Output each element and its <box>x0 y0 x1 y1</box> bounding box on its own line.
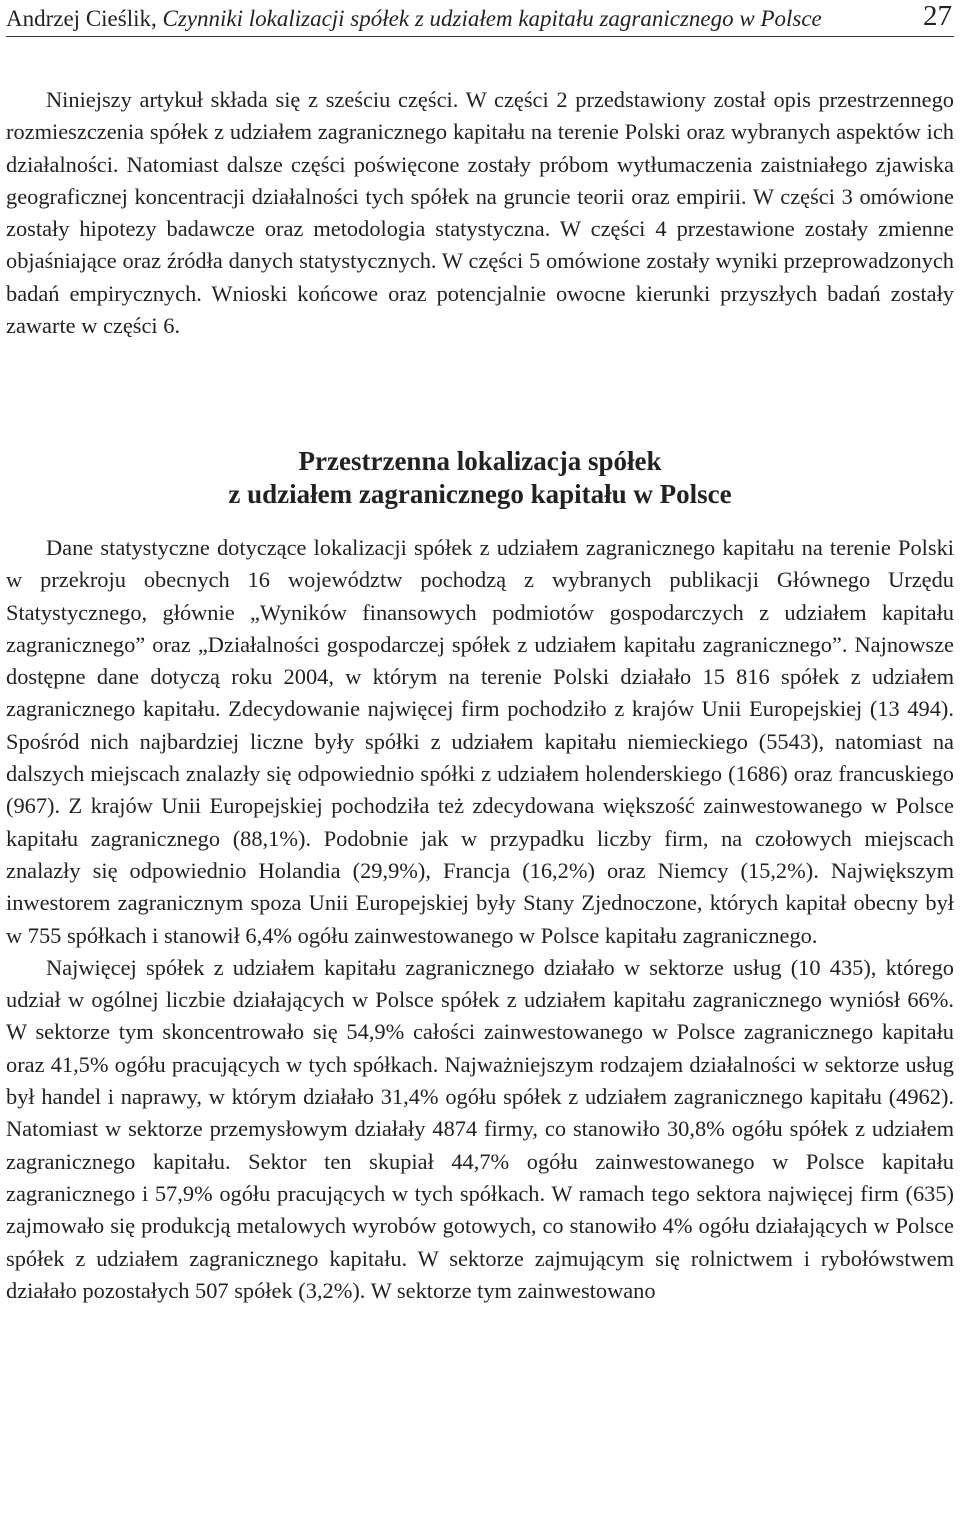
section-heading-line-2: z udziałem zagranicznego kapitału w Polsce <box>228 479 732 509</box>
running-head-author: Andrzej Cieślik, <box>6 6 157 31</box>
running-head-title: Czynniki lokalizacji spółek z udziałem kapitału zagranicznego w Polsce <box>162 6 822 31</box>
section-paragraph-2: Najwięcej spółek z udziałem kapitału zagranicznego działało w sektorze usług (10 435), którego udział w ogólnej liczbie działających w Polsce spółek z udziałem kapitału zagranicznego wyniósł 66%. W sektorze tym skoncentrowało się 54,9% całości zainwestowanego w Polsce zagranicznego kapitału oraz 41,5% ogółu pracujących w tych spółkach. Najważniejszym rodzajem działalności w sektorze usług był handel i naprawy, w którym działało 31,4% ogółu spółek z udziałem zagranicznego kapitału (4962). Natomiast w sektorze przemysłowym działały 4874 firmy, co stanowiło 30,8% ogółu spółek z udziałem zagranicznego kapitału. Sektor ten skupiał 44,7% ogółu zainwestowanego w Polsce kapitału zagranicznego i 57,9% ogółu pracujących w tych spółkach. W ramach tego sektora najwięcej firm (635) zajmowało się produkcją metalowych wyrobów gotowych, co stanowiło 4% ogółu działających w Polsce spółek z udziałem zagranicznego kapitału. W sektorze zajmującym się rolnictwem i rybołówstwem działało pozostałych 507 spółek (3,2%). W sektorze tym zainwestowano <box>6 954 954 1303</box>
running-head <box>6 0 954 37</box>
section-heading <box>0 445 960 511</box>
section-body <box>6 532 954 1307</box>
section-paragraph-1: Dane statystyczne dotyczące lokalizacji spółek z udziałem zagranicznego kapitału na terenie Polski w przekroju obecnych 16 województw pochodzą z wybranych publikacji Głównego Urzędu Statystycznego, głównie „Wyników finansowych podmiotów gospodarczych z udziałem kapitału zagranicznego” oraz „Działalności gospodarczej spółek z udziałem kapitału zagranicznego”. Najnowsze dostępne dane dotyczą roku 2004, w którym na terenie Polski działało 15 816 spółek z udziałem zagranicznego kapitału. Zdecydowanie najwięcej firm pochodziło z krajów Unii Europejskiej (13 494). Spośród nich najbardziej liczne były spółki z udziałem kapitału niemieckiego (5543), natomiast na dalszych miejscach znalazły się odpowiednio spółki z udziałem holenderskiego (1686) oraz francuskiego (967). Z krajów Unii Europejskiej pochodziła też zdecydowana większość zainwestowanego w Polsce kapitału zagranicznego (88,1%). Podobnie jak w przypadku liczby firm, na czołowych miejscach znalazły się odpowiednio Holandia (29,9%), Francja (16,2%) oraz Niemcy (15,2%). Największym inwestorem zagranicznym spoza Unii Europejskiej były Stany Zjednoczone, których kapitał obecny był w 755 spółkach i stanowił 6,4% ogółu zainwestowanego w Polsce kapitału zagranicznego. <box>6 535 954 948</box>
intro-section <box>6 84 954 342</box>
section-heading-line-1: Przestrzenna lokalizacja spółek <box>298 446 662 476</box>
page-number: 27 <box>923 0 952 32</box>
running-head-text <box>6 6 822 32</box>
intro-paragraph: Niniejszy artykuł składa się z sześciu części. W części 2 przedstawiony został opis przestrzennego rozmieszczenia spółek z udziałem zagranicznego kapitału na terenie Polski oraz wybranych aspektów ich działalności. Natomiast dalsze części poświęcone zostały próbom wytłumaczenia zaistniałego zjawiska geograficznej koncentracji działalności tych spółek na gruncie teorii oraz empirii. W części 3 omówione zostały hipotezy badawcze oraz metodologia statystyczna. W części 4 przestawione zostały zmienne objaśniające oraz źródła danych statystycznych. W części 5 omówione zostały wyniki przeprowadzonych badań empirycznych. Wnioski końcowe oraz potencjalnie owocne kierunki przyszłych badań zostały zawarte w części 6. <box>6 87 954 339</box>
